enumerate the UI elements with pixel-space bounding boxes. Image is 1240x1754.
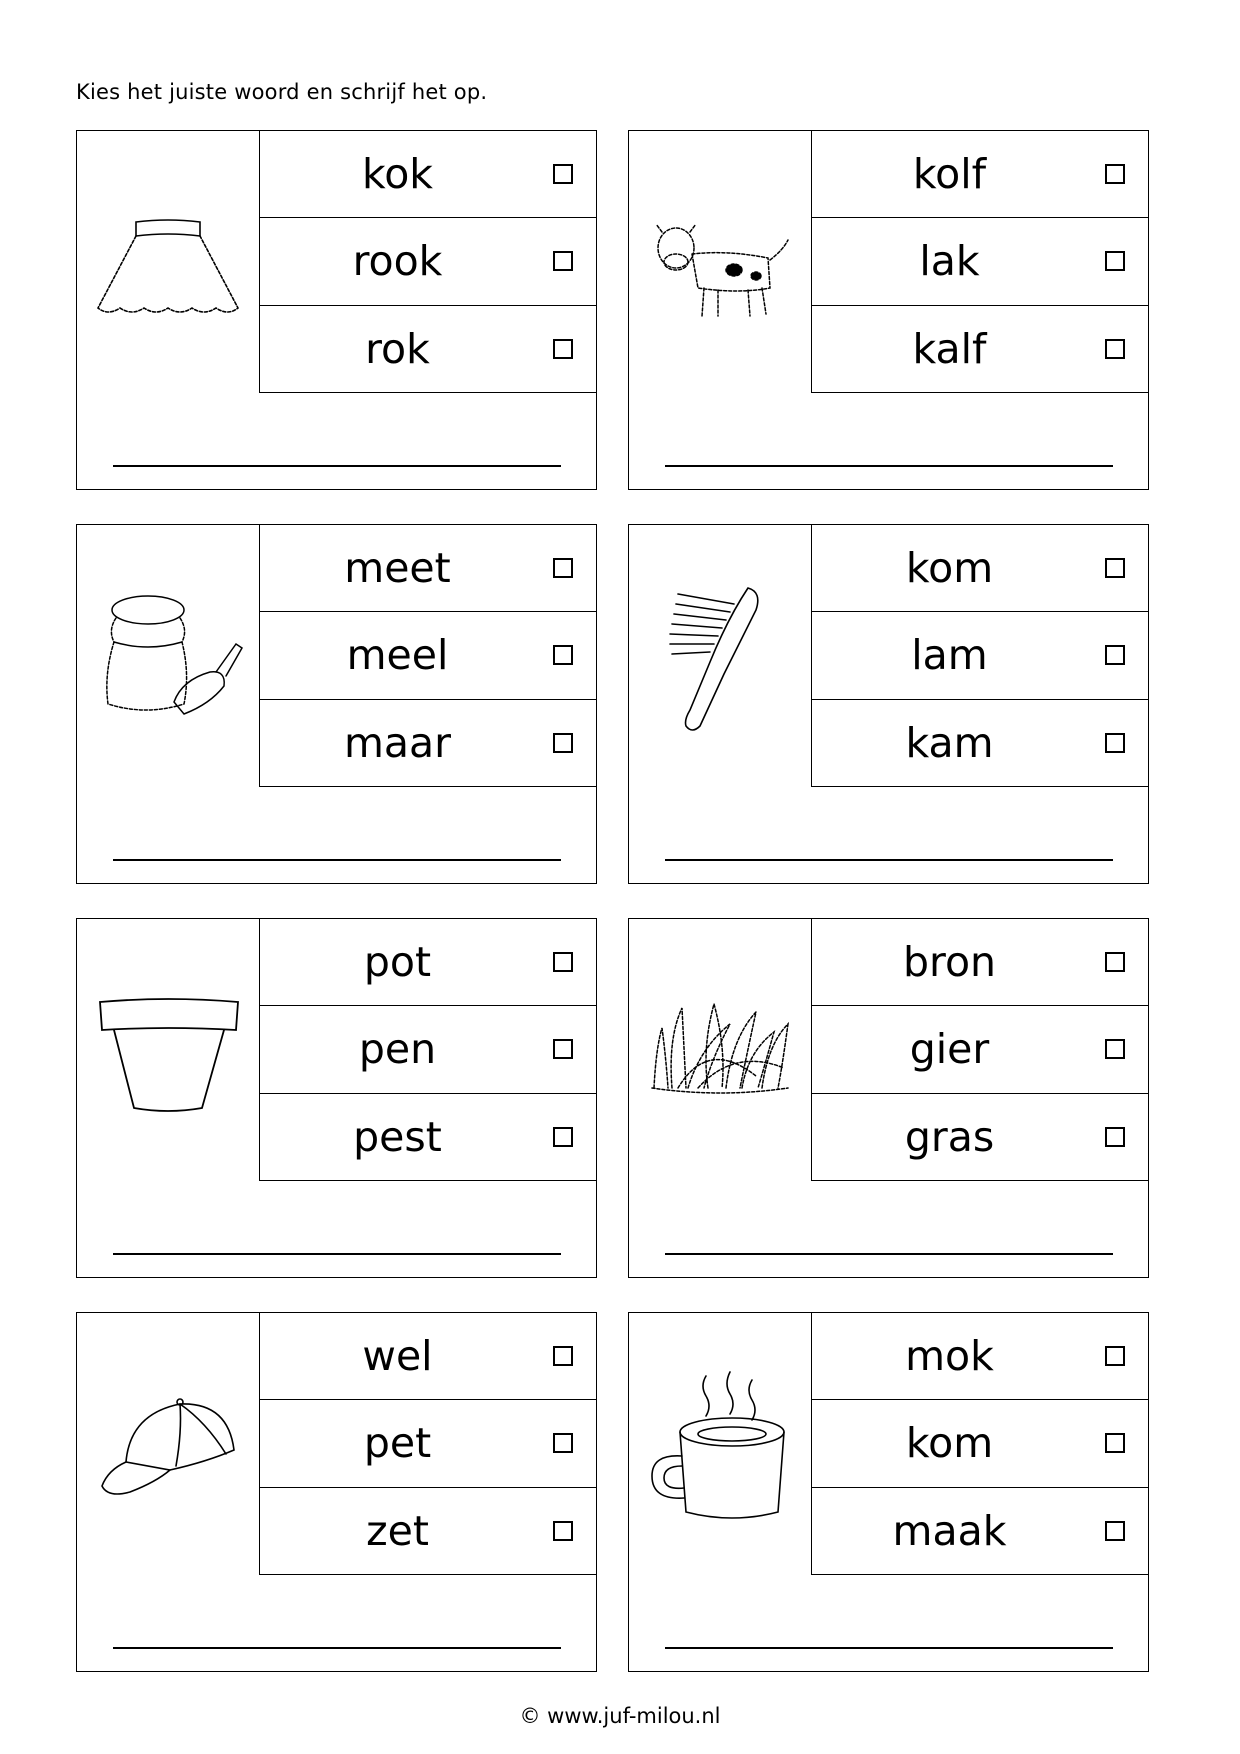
option-row[interactable] <box>812 1400 1148 1487</box>
checkbox[interactable] <box>1105 1127 1125 1147</box>
flower-pot-icon <box>86 968 251 1133</box>
option-word: kam <box>905 718 994 767</box>
option-row[interactable] <box>260 1313 596 1400</box>
checkbox[interactable] <box>553 164 573 184</box>
checkbox[interactable] <box>1105 952 1125 972</box>
option-word: pot <box>363 938 432 986</box>
option-word: gras <box>904 1112 995 1161</box>
option-word: meel <box>346 631 449 680</box>
skirt-icon <box>86 180 251 345</box>
checkbox[interactable] <box>1105 339 1125 359</box>
option-word: maar <box>343 718 452 767</box>
option-word: zet <box>366 1506 429 1555</box>
exercise-card <box>628 130 1149 490</box>
calf-icon <box>638 180 803 345</box>
option-row[interactable] <box>260 1400 596 1487</box>
checkbox[interactable] <box>1105 1521 1125 1541</box>
writing-line <box>113 859 561 861</box>
checkbox[interactable] <box>553 1433 573 1453</box>
flour-bag-icon <box>86 574 251 739</box>
picture-cell <box>77 919 260 1181</box>
picture-cell <box>77 1313 260 1575</box>
checkbox[interactable] <box>553 339 573 359</box>
option-row[interactable] <box>260 1094 596 1181</box>
checkbox[interactable] <box>553 733 573 753</box>
checkbox[interactable] <box>553 645 573 665</box>
option-word: pest <box>353 1112 442 1161</box>
option-word: kom <box>905 544 994 592</box>
grass-icon <box>638 968 803 1133</box>
option-word: gier <box>909 1025 990 1074</box>
checkbox[interactable] <box>553 952 573 972</box>
checkbox[interactable] <box>1105 733 1125 753</box>
checkbox[interactable] <box>1105 645 1125 665</box>
exercise-card <box>628 918 1149 1278</box>
picture-cell <box>629 1313 812 1575</box>
option-row[interactable] <box>260 612 596 699</box>
writing-line <box>665 1253 1113 1255</box>
checkbox[interactable] <box>553 1039 573 1059</box>
checkbox[interactable] <box>553 558 573 578</box>
option-row[interactable] <box>812 1313 1148 1400</box>
writing-line <box>665 859 1113 861</box>
picture-cell <box>629 131 812 393</box>
exercise-card <box>628 524 1149 884</box>
checkbox[interactable] <box>553 1127 573 1147</box>
option-row[interactable] <box>812 306 1148 393</box>
answer-field[interactable] <box>77 393 596 489</box>
checkbox[interactable] <box>553 1521 573 1541</box>
checkbox[interactable] <box>553 251 573 271</box>
option-row[interactable] <box>812 525 1148 612</box>
option-word: maak <box>892 1506 1007 1555</box>
answer-field[interactable] <box>629 787 1148 883</box>
answer-field[interactable] <box>77 787 596 883</box>
option-word: pet <box>363 1419 432 1468</box>
checkbox[interactable] <box>1105 251 1125 271</box>
option-row[interactable] <box>812 612 1148 699</box>
mug-icon <box>638 1362 803 1527</box>
checkbox[interactable] <box>1105 1433 1125 1453</box>
checkbox[interactable] <box>553 1346 573 1366</box>
option-row[interactable] <box>812 218 1148 305</box>
option-row[interactable] <box>260 1006 596 1093</box>
option-row[interactable] <box>812 131 1148 218</box>
copyright-footer: © www.juf-milou.nl <box>519 1704 721 1728</box>
answer-field[interactable] <box>77 1575 596 1671</box>
writing-line <box>665 465 1113 467</box>
checkbox[interactable] <box>1105 1346 1125 1366</box>
option-word: rook <box>352 237 443 286</box>
exercise-card <box>76 1312 597 1672</box>
option-row[interactable] <box>260 919 596 1006</box>
option-word: kalf <box>912 324 987 373</box>
option-word: kom <box>905 1419 994 1468</box>
option-word: rok <box>365 324 430 373</box>
comb-icon <box>638 574 803 739</box>
writing-line <box>113 1253 561 1255</box>
answer-field[interactable] <box>629 393 1148 489</box>
picture-cell <box>629 525 812 787</box>
option-word: meet <box>344 544 451 592</box>
option-row[interactable] <box>260 525 596 612</box>
answer-field[interactable] <box>77 1181 596 1277</box>
option-row[interactable] <box>260 306 596 393</box>
option-word: mok <box>905 1332 994 1380</box>
option-row[interactable] <box>812 1094 1148 1181</box>
option-word: wel <box>362 1332 433 1380</box>
option-word: lam <box>911 631 988 680</box>
checkbox[interactable] <box>1105 558 1125 578</box>
checkbox[interactable] <box>1105 1039 1125 1059</box>
exercise-card <box>628 1312 1149 1672</box>
writing-line <box>113 465 561 467</box>
option-row[interactable] <box>260 1488 596 1575</box>
picture-cell <box>77 525 260 787</box>
exercise-card <box>76 918 597 1278</box>
picture-cell <box>77 131 260 393</box>
exercise-card <box>76 130 597 490</box>
option-row[interactable] <box>260 218 596 305</box>
option-word: kolf <box>912 150 987 198</box>
answer-field[interactable] <box>629 1575 1148 1671</box>
option-row[interactable] <box>260 131 596 218</box>
option-word: kok <box>361 150 434 198</box>
picture-cell <box>629 919 812 1181</box>
cap-icon <box>86 1362 251 1527</box>
option-row[interactable] <box>812 919 1148 1006</box>
option-row[interactable] <box>260 700 596 787</box>
instruction-text: Kies het juiste woord en schrijf het op. <box>76 80 488 104</box>
exercise-card <box>76 524 597 884</box>
option-word: pen <box>358 1025 437 1074</box>
writing-line <box>113 1647 561 1649</box>
option-word: lak <box>919 237 980 286</box>
answer-field[interactable] <box>629 1181 1148 1277</box>
checkbox[interactable] <box>1105 164 1125 184</box>
writing-line <box>665 1647 1113 1649</box>
option-word: bron <box>902 938 997 986</box>
option-row[interactable] <box>812 1006 1148 1093</box>
option-row[interactable] <box>812 1488 1148 1575</box>
option-row[interactable] <box>812 700 1148 787</box>
